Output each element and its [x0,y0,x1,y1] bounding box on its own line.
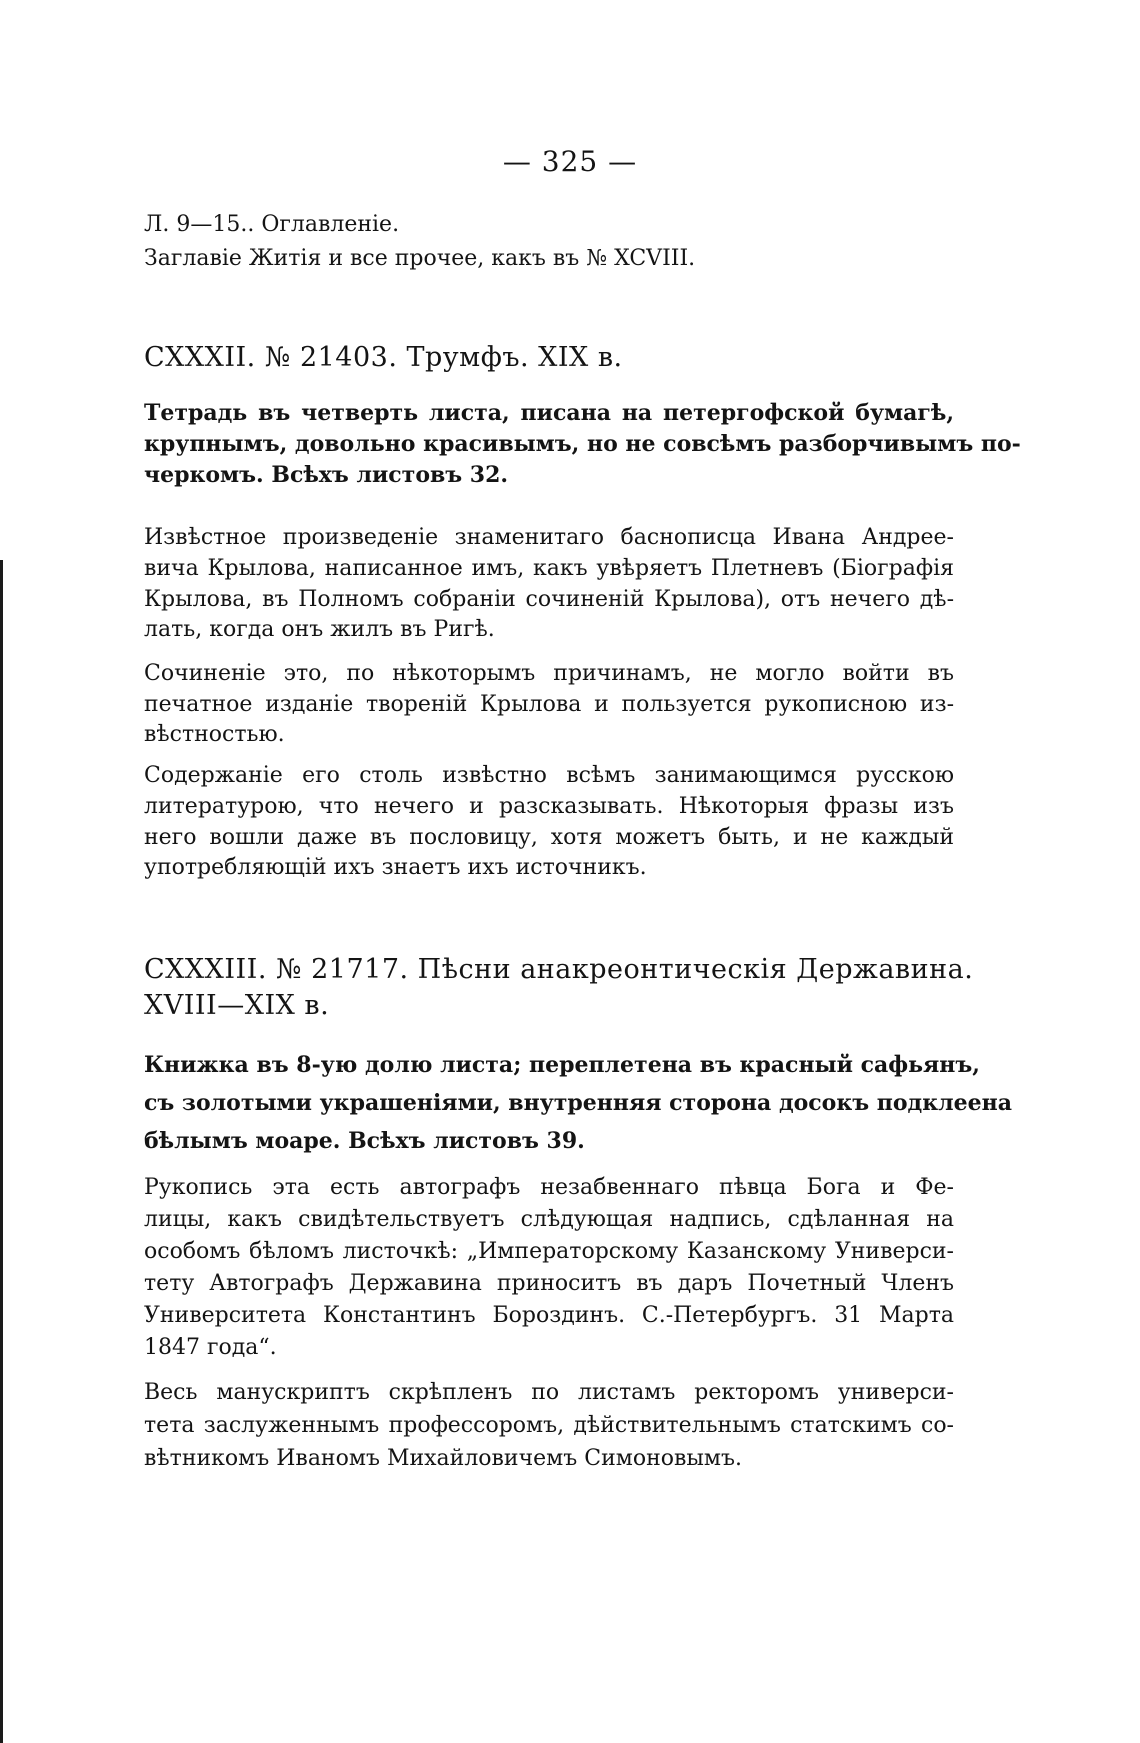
intro-block [144,210,954,274]
paragraph-line: лать, когда онъ жилъ въ Ригѣ. [144,617,495,642]
paragraph-line: 1847 года“. [144,1335,277,1360]
binding-edge [0,560,3,1743]
paragraph-line: Весь манускриптъ скрѣпленъ по листамъ ректоромъ универси- [144,1380,954,1405]
intro-line-2: Заглавіе Житія и все прочее, какъ въ № XCVIII. [144,246,696,271]
entry-133-paragraph-1 [144,1172,954,1364]
paragraph-line: вѣтникомъ Иваномъ Михайловичемъ Симоновымъ. [144,1446,743,1471]
paragraph-line: литературою, что нечего и разсказывать. Нѣкоторыя фразы изъ [144,794,954,819]
entry-133-heading-line-1: CXXXIII. № 21717. Пѣсни анакреонтическія Державина. [144,954,974,985]
entry-132-desc-line: Тетрадь въ четверть листа, писана на петергофской бумагѣ, [144,400,954,426]
entry-132 [144,340,954,376]
entry-132-desc-line: крупнымъ, довольно красивымъ, но не совсѣмъ разборчивымъ по- [144,431,1021,457]
paragraph-line: лицы, какъ свидѣтельствуетъ слѣдующая надпись, сдѣланная на [144,1207,954,1232]
paragraph-line: печатное изданіе твореній Крылова и пользуется рукописною из- [144,692,954,717]
entry-133-desc-line: бѣлымъ моаре. Всѣхъ листовъ 39. [144,1128,585,1154]
paragraph-line: тета заслуженнымъ профессоромъ, дѣйствительнымъ статскимъ со- [144,1413,954,1438]
entry-132-paragraph-3 [144,760,954,883]
paragraph-line: употребляющій ихъ знаетъ ихъ источникъ. [144,855,647,880]
entry-133 [144,952,974,1024]
paragraph-line: особомъ бѣломъ листочкѣ: „Императорскому Казанскому Универси- [144,1239,954,1264]
paragraph-line: него вошли даже въ пословицу, хотя можетъ быть, и не каждый [144,825,954,850]
paragraph-line: вича Крылова, написанное имъ, какъ увѣряетъ Плетневъ (Біографія [144,556,954,581]
paragraph-line: Университета Константинъ Бороздинъ. С.-Петербургъ. 31 Марта [144,1303,954,1328]
entry-133-paragraph-2 [144,1376,954,1475]
entry-132-paragraph-2 [144,658,954,750]
entry-132-heading: CXXXII. № 21403. Трумфъ. XIX в. [144,342,623,373]
paragraph-line: Крылова, въ Полномъ собраніи сочиненій Крылова), отъ нечего дѣ- [144,587,954,612]
entry-132-desc-line: черкомъ. Всѣхъ листовъ 32. [144,462,509,488]
entry-132-paragraph-1 [144,522,954,645]
page-number: — 325 — [502,145,638,178]
paragraph-line: Извѣстное произведеніе знаменитаго баснописца Ивана Андрее- [144,525,954,550]
entry-133-desc-line: съ золотыми украшеніями, внутренняя сторона досокъ подклеена [144,1090,1012,1116]
entry-132-description [144,398,1021,490]
paragraph-line: вѣстностью. [144,722,285,747]
paragraph-line: тету Автографъ Державина приноситъ въ даръ Почетный Членъ [144,1271,954,1296]
entry-133-heading-line-2: XVIII—XIX в. [144,990,330,1021]
entry-133-description [144,1046,1012,1160]
entry-133-desc-line: Книжка въ 8-ую долю листа; переплетена въ красный сафьянъ, [144,1052,980,1078]
paragraph-line: Сочиненіе это, по нѣкоторымъ причинамъ, не могло войти въ [144,661,954,686]
paragraph-line: Содержаніе его столь извѣстно всѣмъ занимающимся русскою [144,763,954,788]
paragraph-line: Рукопись эта есть автографъ незабвеннаго пѣвца Бога и Фе- [144,1175,954,1200]
intro-line-1: Л. 9—15.. Оглавленіе. [144,212,400,237]
